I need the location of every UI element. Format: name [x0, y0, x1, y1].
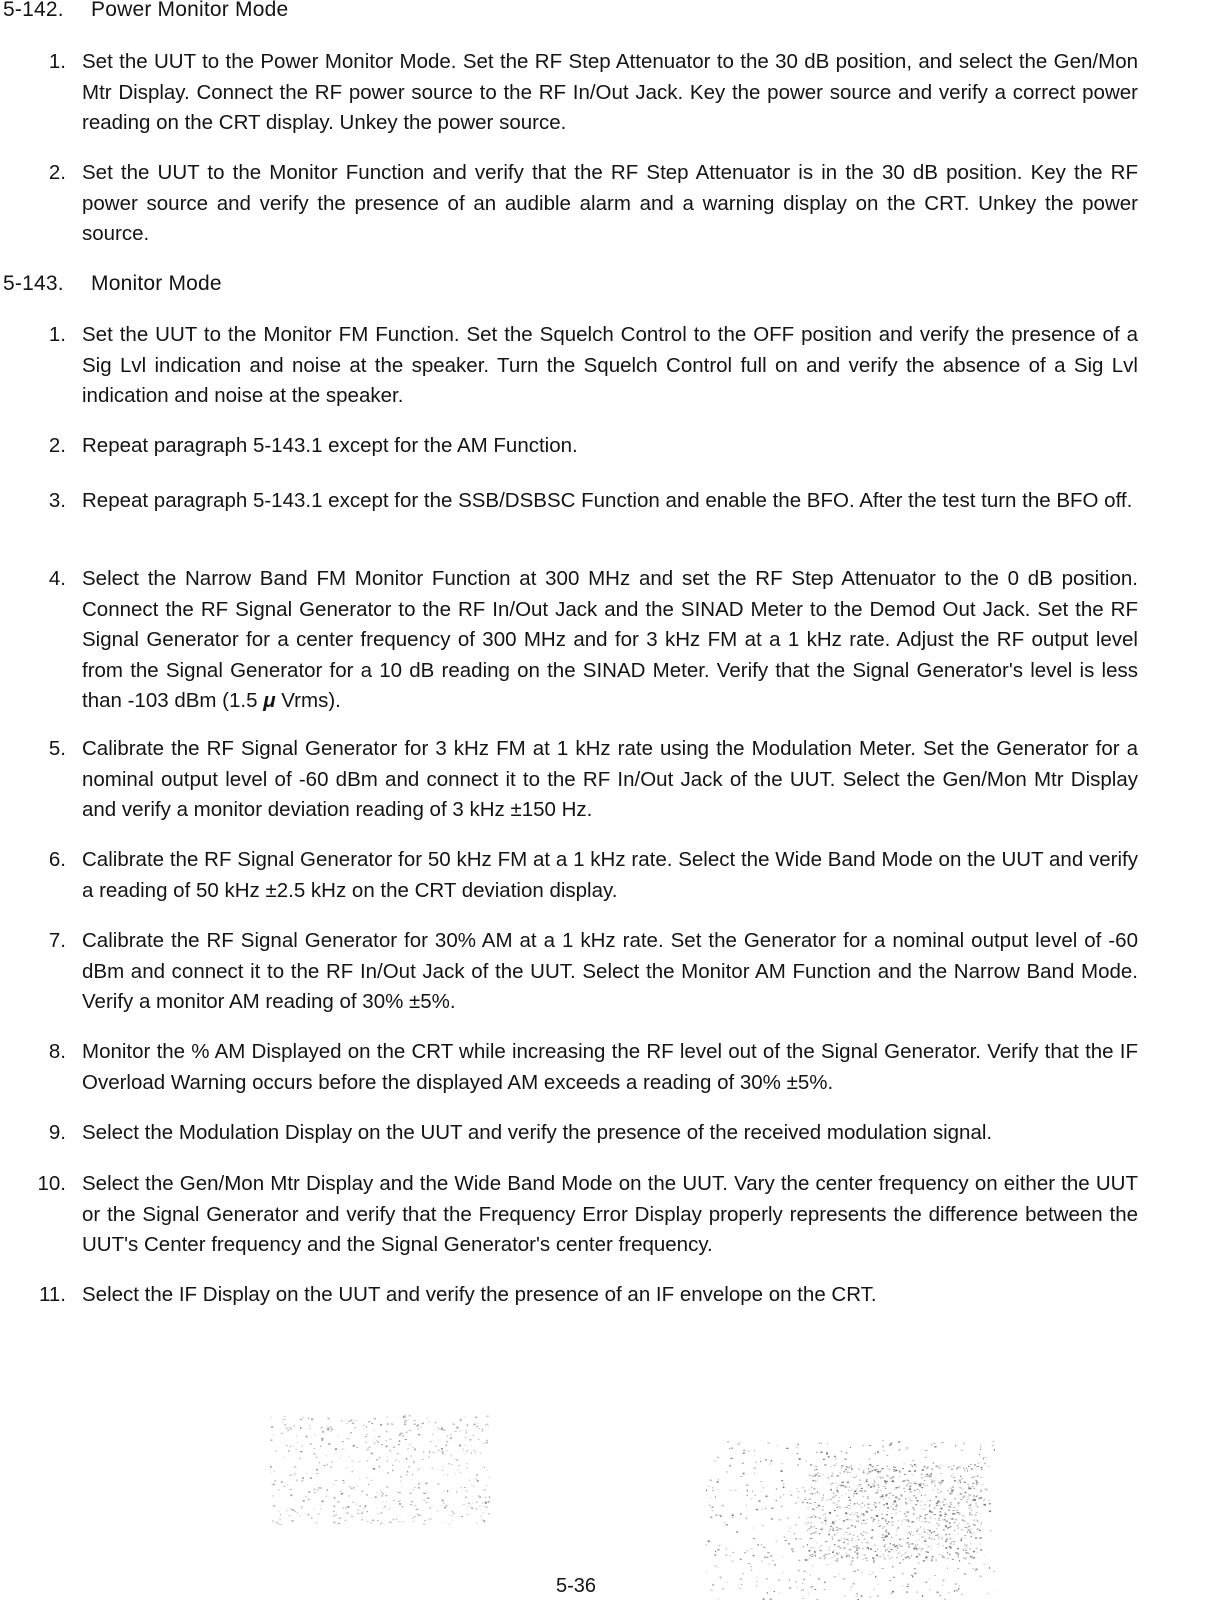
item-number: 1. — [26, 320, 66, 351]
list-item — [82, 1280, 1138, 1311]
page-number: 5-36 — [556, 1571, 596, 1602]
section-title: Monitor Mode — [91, 272, 222, 295]
list-item — [82, 431, 1138, 462]
list-item — [82, 564, 1138, 717]
item-text: Calibrate the RF Signal Generator for 30% AM at a 1 kHz rate. Set the Generator for a nominal output level of -60 dBm and connect it to the RF In/Out Jack of the UUT. Select the Monitor AM Function and the Narrow Band Mode. Verify a monitor AM reading of 30% ±5%. — [82, 929, 1138, 1013]
list-item — [82, 158, 1138, 250]
item-number: 2. — [26, 431, 66, 462]
item-number: 5. — [26, 734, 66, 765]
micro-symbol: μ — [263, 689, 275, 712]
list-item — [82, 1037, 1138, 1098]
list-item — [82, 734, 1138, 826]
item-text: Select the Narrow Band FM Monitor Function at 300 MHz and set the RF Step Attenuator to the 0 dB position. Connect the RF Signal Generator to the RF In/Out Jack and the SINAD Meter to the Demod Out Jack. Set the RF Signal Generator for a center frequency of 300 MHz and for 3 kHz FM at a 1 kHz rate. Adjust the RF output level from the Signal Generator for a 10 dB reading on the SINAD Meter. Verify that the Signal Generator's level is less than -103 dBm (1.5 — [82, 567, 1138, 712]
item-text: Set the UUT to the Monitor FM Function. Set the Squelch Control to the OFF position and verify the presence of a Sig Lvl indication and noise at the speaker. Turn the Squelch Control full on and verify the absence of a Sig Lvl indication and noise at the speaker. — [82, 323, 1138, 407]
list-item — [82, 320, 1138, 412]
item-text: Repeat paragraph 5-143.1 except for the SSB/DSBSC Function and enable the BFO. After the test turn the BFO off. — [82, 489, 1132, 512]
section-title: Power Monitor Mode — [91, 0, 288, 21]
list-item — [82, 926, 1138, 1018]
section-heading-5-143 — [3, 269, 222, 300]
item-text: Select the Modulation Display on the UUT and verify the presence of the received modulation signal. — [82, 1121, 992, 1144]
section-heading-5-142 — [3, 0, 288, 26]
item-text: Select the IF Display on the UUT and verify the presence of an IF envelope on the CRT. — [82, 1283, 877, 1306]
item-number: 7. — [26, 926, 66, 957]
scan-noise-left — [270, 1415, 490, 1525]
section-number: 5-142. — [3, 0, 91, 26]
item-number: 10. — [26, 1169, 66, 1200]
item-number: 4. — [26, 564, 66, 595]
item-text: Calibrate the RF Signal Generator for 3 kHz FM at 1 kHz rate using the Modulation Meter. Set the Generator for a nominal output level of -60 dBm and connect it to the RF In/Out Jack of the UUT. Select the Gen/Mon Mtr Display and verify a monitor deviation reading of 3 kHz ±150 Hz. — [82, 737, 1138, 821]
item-number: 2. — [26, 158, 66, 189]
list-item — [82, 1169, 1138, 1261]
item-text: Set the UUT to the Power Monitor Mode. Set the RF Step Attenuator to the 30 dB position, and select the Gen/Mon Mtr Display. Connect the RF power source to the RF In/Out Jack. Key the power source and verify a correct power reading on the CRT display. Unkey the power source. — [82, 50, 1138, 134]
item-number: 6. — [26, 845, 66, 876]
scan-noise-right — [705, 1440, 995, 1600]
item-text: Repeat paragraph 5-143.1 except for the AM Function. — [82, 434, 578, 457]
item-number: 8. — [26, 1037, 66, 1068]
item-number: 1. — [26, 47, 66, 78]
list-item — [82, 486, 1138, 517]
item-text: Select the Gen/Mon Mtr Display and the Wide Band Mode on the UUT. Vary the center frequency on either the UUT or the Signal Generator and verify that the Frequency Error Display properly represents the difference between the UUT's Center frequency and the Signal Generator's center frequency. — [82, 1172, 1138, 1256]
item-number: 9. — [26, 1118, 66, 1149]
item-number: 3. — [26, 486, 66, 517]
item-text: Set the UUT to the Monitor Function and verify that the RF Step Attenuator is in the 30 dB position. Key the RF power source and verify the presence of an audible alarm and a warning display on the CRT. Unkey the power source. — [82, 161, 1138, 245]
item-number: 11. — [26, 1280, 66, 1311]
list-item — [82, 845, 1138, 906]
section-number: 5-143. — [3, 269, 91, 300]
item-text: Monitor the % AM Displayed on the CRT while increasing the RF level out of the Signal Generator. Verify that the IF Overload Warning occurs before the displayed AM exceeds a reading of 30% ±5%. — [82, 1040, 1138, 1094]
list-item — [82, 47, 1138, 139]
item-text: Calibrate the RF Signal Generator for 50 kHz FM at a 1 kHz rate. Select the Wide Band Mode on the UUT and verify a reading of 50 kHz ±2.5 kHz on the CRT deviation display. — [82, 848, 1138, 902]
list-item — [82, 1118, 1138, 1149]
item-text-tail: Vrms). — [276, 689, 341, 712]
